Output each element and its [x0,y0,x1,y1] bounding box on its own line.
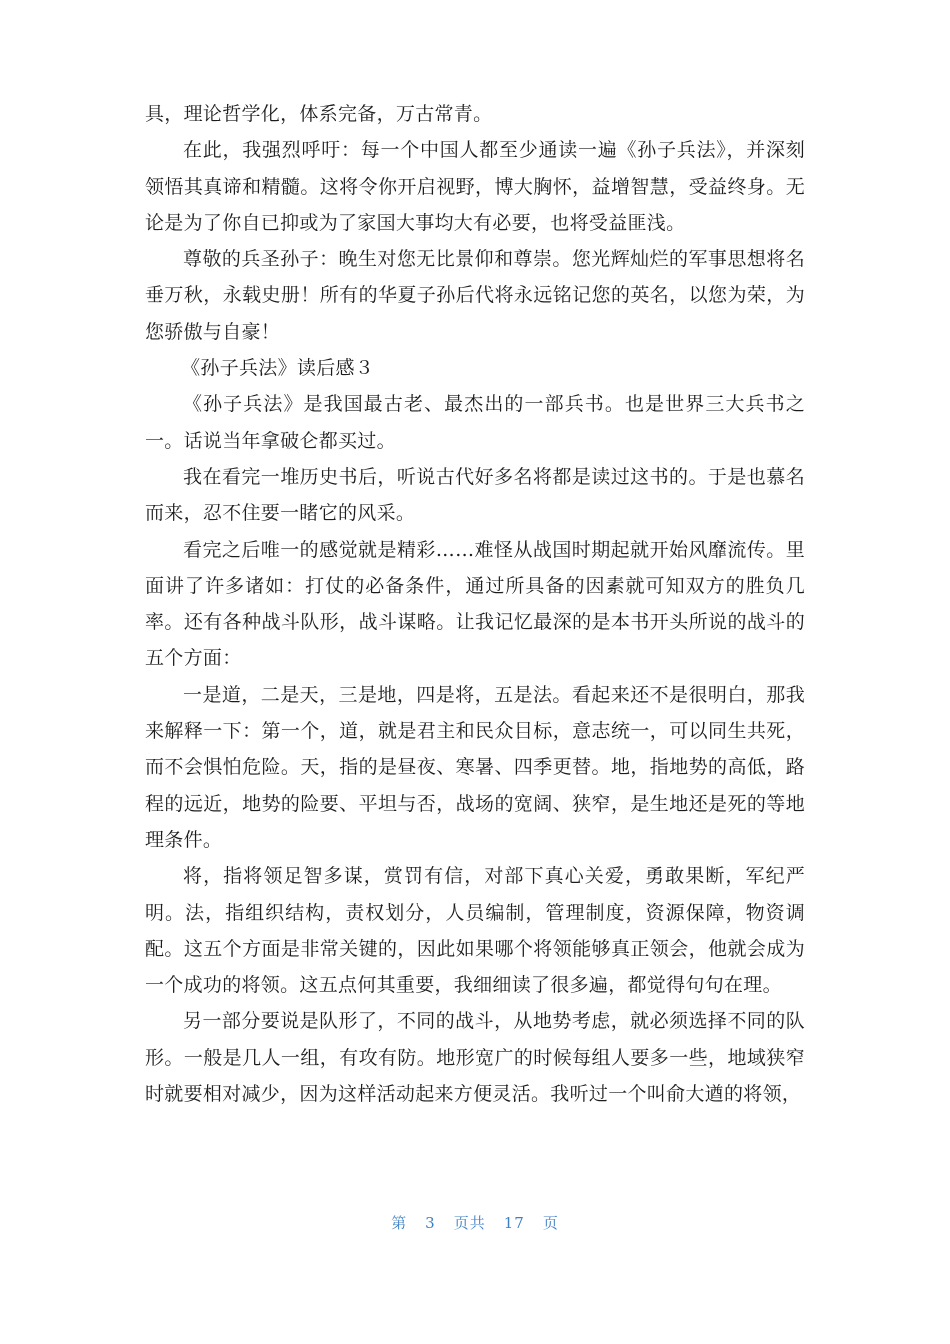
footer-middle: 页共 [453,1214,486,1232]
paragraph-appeal: 在此，我强烈呼吁：每一个中国人都至少通读一遍《孙子兵法》，并深刻领悟其真谛和精髓。这将令你开启视野，博大胸怀，益增智慧，受益终身。无论是为了你自已抑或为了家国大事均大有必要，也将受益匪浅。 [145,139,805,234]
paragraph-intro: 《孙子兵法》是我国最古老、最杰出的一部兵书。也是世界三大兵书之一。话说当年拿破仑都买过。 [145,393,805,452]
section-heading: 《孙子兵法》读后感３ [181,357,375,380]
paragraph-continuation: 具，理论哲学化，体系完备，万古常青。 [145,103,493,125]
paragraph-formation: 另一部分要说是队形了，不同的战斗，从地势考虑，就必须选择不同的队形。一般是几人一组，有攻有防。地形宽广的时候每组人要多一些，地域狭窄时就要相对减少，因为这样活动起来方便灵活。我听过一个叫俞大遒的将领， [145,1010,805,1106]
paragraph-general-law: 将，指将领足智多谋，赏罚有信，对部下真心关爱，勇敢果断，军纪严明。法，指组织结构，责权划分，人员编制，管理制度，资源保障，物资调配。这五个方面是非常关键的，因此如果哪个将领能够真正领会，他就会成为一个成功的将领。这五点何其重要，我细细读了很多遍，都觉得句句在理。 [145,865,805,997]
paragraph-impression: 看完之后唯一的感觉就是精彩……难怪从战国时期起就开始风靡流传。里面讲了许多诸如：打仗的必备条件，通过所具备的因素就可知双方的胜负几率。还有各种战斗队形，战斗谋略。让我记忆最深的是本书开头所说的战斗的五个方面： [145,538,805,670]
paragraph-tribute: 尊敬的兵圣孙子：晚生对您无比景仰和尊崇。您光辉灿烂的军事思想将名垂万秋，永载史册！所有的华夏子孙后代将永远铭记您的英名，以您为荣，为您骄傲与自豪！ [145,248,805,343]
paragraph-five-aspects: 一是道，二是天，三是地，四是将，五是法。看起来还不是很明白，那我来解释一下：第一个，道，就是君主和民众目标，意志统一，可以同生共死，而不会惧怕危险。天，指的是昼夜、寒暑、四季更替。地，指地势的高低，路程的远近，地势的险要、平坦与否，战场的宽阔、狭窄，是生地还是死的等地理条件。 [145,683,805,851]
footer-prefix: 第 [391,1214,408,1232]
page-footer [0,1212,950,1233]
footer-suffix: 页 [542,1214,559,1232]
current-page-number: 3 [425,1214,436,1232]
document-body [145,96,805,1112]
paragraph-motivation: 我在看完一堆历史书后，听说古代好多名将都是读过这书的。于是也慕名而来，忍不住要一睹它的风采。 [145,465,805,525]
total-pages-number: 17 [503,1214,525,1232]
